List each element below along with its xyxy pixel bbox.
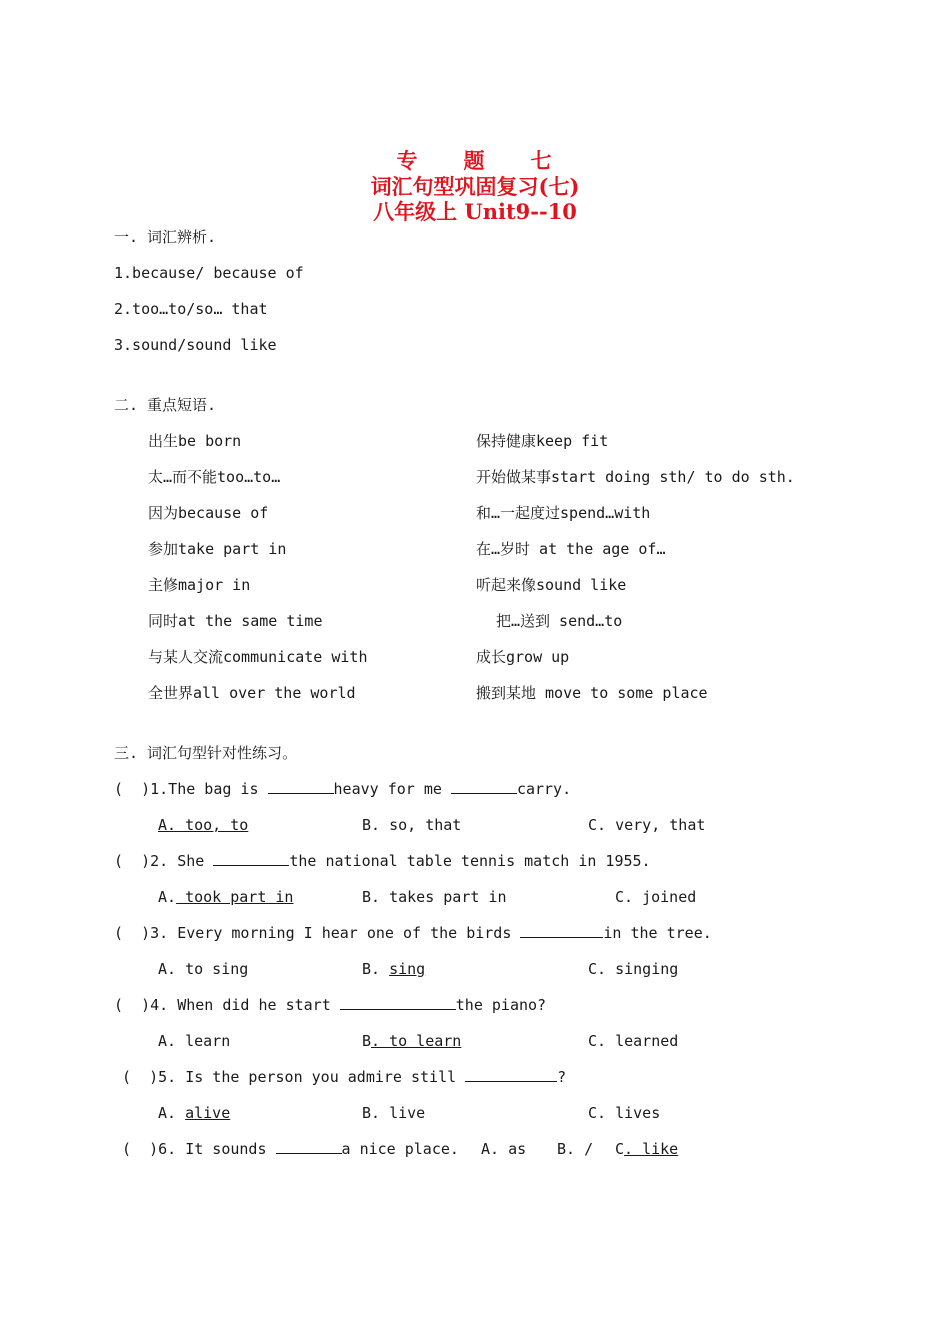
topic-title-char: 专	[396, 148, 420, 173]
answer-blank[interactable]	[451, 779, 517, 794]
question-text: a nice place.	[341, 1140, 459, 1158]
option-b[interactable]: B. /	[557, 1140, 594, 1158]
option-label: A.	[158, 1104, 186, 1122]
answer-bracket[interactable]: ( )	[114, 852, 151, 870]
question-text: 3. Every morning I hear one of the birds	[150, 924, 521, 942]
option-b[interactable]	[362, 1031, 461, 1051]
option-label: A.	[158, 888, 177, 906]
phrase-left: 因为because of	[148, 504, 269, 522]
question-3	[114, 923, 712, 943]
option-label: B.	[362, 960, 390, 978]
option-c[interactable]: C. singing	[588, 960, 679, 978]
option-text: . like	[624, 1140, 679, 1158]
question-text: the national table tennis match in 1955.	[289, 852, 651, 870]
answer-bracket[interactable]: ( )	[114, 924, 151, 942]
answer-blank[interactable]	[340, 995, 456, 1010]
option-a[interactable]: A. as	[481, 1140, 527, 1158]
section1-item: 3.sound/sound like	[114, 336, 277, 354]
phrase-left: 同时at the same time	[148, 612, 323, 630]
grade-line: 八年级上 Unit9--10	[373, 199, 577, 224]
answer-bracket[interactable]: ( )	[122, 1140, 159, 1158]
phrase-right: 听起来像sound like	[476, 576, 627, 594]
question-text: 6. It sounds	[158, 1140, 276, 1158]
phrase-right: 保持健康keep fit	[476, 432, 609, 450]
question-2	[114, 851, 651, 871]
question-text: heavy for me	[333, 780, 451, 798]
answer-blank[interactable]	[268, 779, 334, 794]
option-b[interactable]	[362, 959, 425, 979]
phrase-left: 主修major in	[148, 576, 251, 594]
answer-blank[interactable]	[213, 851, 289, 866]
section1-item: 2.too…to/so… that	[114, 300, 268, 318]
phrase-right: 成长grow up	[476, 648, 570, 666]
option-c[interactable]: C. very, that	[588, 816, 706, 834]
option-c[interactable]: C. joined	[615, 888, 697, 906]
question-6	[122, 1139, 459, 1159]
option-b[interactable]: B. takes part in	[362, 888, 507, 906]
phrase-right: 开始做某事start doing sth/ to do sth.	[476, 468, 795, 486]
subtitle: 词汇句型巩固复习(七)	[370, 174, 580, 199]
phrase-right: 把…送到 send…to	[496, 612, 623, 630]
option-text: . to learn	[371, 1032, 462, 1050]
question-text: carry.	[516, 780, 572, 798]
option-a[interactable]: A. learn	[158, 1032, 231, 1050]
phrase-left: 全世界all over the world	[148, 684, 356, 702]
answer-bracket[interactable]: ( )	[114, 780, 151, 798]
topic-title	[0, 148, 950, 174]
section1-heading: 一. 词汇辨析.	[114, 228, 217, 246]
option-a[interactable]: A. too, to	[158, 816, 249, 834]
question-text: 1.The bag is	[150, 780, 268, 798]
question-text: the piano?	[455, 996, 547, 1014]
question-text: 2. She	[150, 852, 214, 870]
question-text: 5. Is the person you admire still	[158, 1068, 466, 1086]
option-label: C	[615, 1140, 625, 1158]
answer-blank[interactable]	[520, 923, 603, 938]
phrase-left: 太…而不能too…to…	[148, 468, 281, 486]
phrase-right: 和…一起度过spend…with	[476, 504, 651, 522]
option-label: B	[362, 1032, 372, 1050]
phrase-left: 参加take part in	[148, 540, 287, 558]
phrase-left: 与某人交流communicate with	[148, 648, 368, 666]
section3-heading: 三. 词汇句型针对性练习。	[114, 744, 298, 762]
option-a[interactable]	[158, 1103, 230, 1123]
question-4	[114, 995, 546, 1015]
answer-bracket[interactable]: ( )	[122, 1068, 159, 1086]
answer-blank[interactable]	[276, 1139, 342, 1154]
question-text: in the tree.	[603, 924, 712, 942]
option-text: alive	[185, 1104, 231, 1122]
answer-bracket[interactable]: ( )	[114, 996, 151, 1014]
option-b[interactable]: B. live	[362, 1104, 426, 1122]
question-text: 4. When did he start	[150, 996, 340, 1014]
question-text: ?	[557, 1068, 567, 1086]
section2-heading: 二. 重点短语.	[114, 396, 217, 414]
option-c[interactable]	[615, 1139, 678, 1159]
topic-title-char: 七	[530, 148, 554, 173]
phrase-right: 在…岁时 at the age of…	[476, 540, 666, 558]
option-b[interactable]: B. so, that	[362, 816, 462, 834]
option-a[interactable]	[158, 887, 293, 907]
phrase-right: 搬到某地 move to some place	[476, 684, 708, 702]
topic-title-char: 题	[463, 148, 487, 173]
phrase-left: 出生be born	[148, 432, 242, 450]
option-c[interactable]: C. learned	[588, 1032, 679, 1050]
section1-item: 1.because/ because of	[114, 264, 304, 282]
option-text: took part in	[176, 888, 294, 906]
option-c[interactable]: C. lives	[588, 1104, 661, 1122]
option-text: sing	[389, 960, 426, 978]
question-5	[122, 1067, 566, 1087]
option-a[interactable]: A. to sing	[158, 960, 249, 978]
question-1	[114, 779, 571, 799]
answer-blank[interactable]	[465, 1067, 557, 1082]
